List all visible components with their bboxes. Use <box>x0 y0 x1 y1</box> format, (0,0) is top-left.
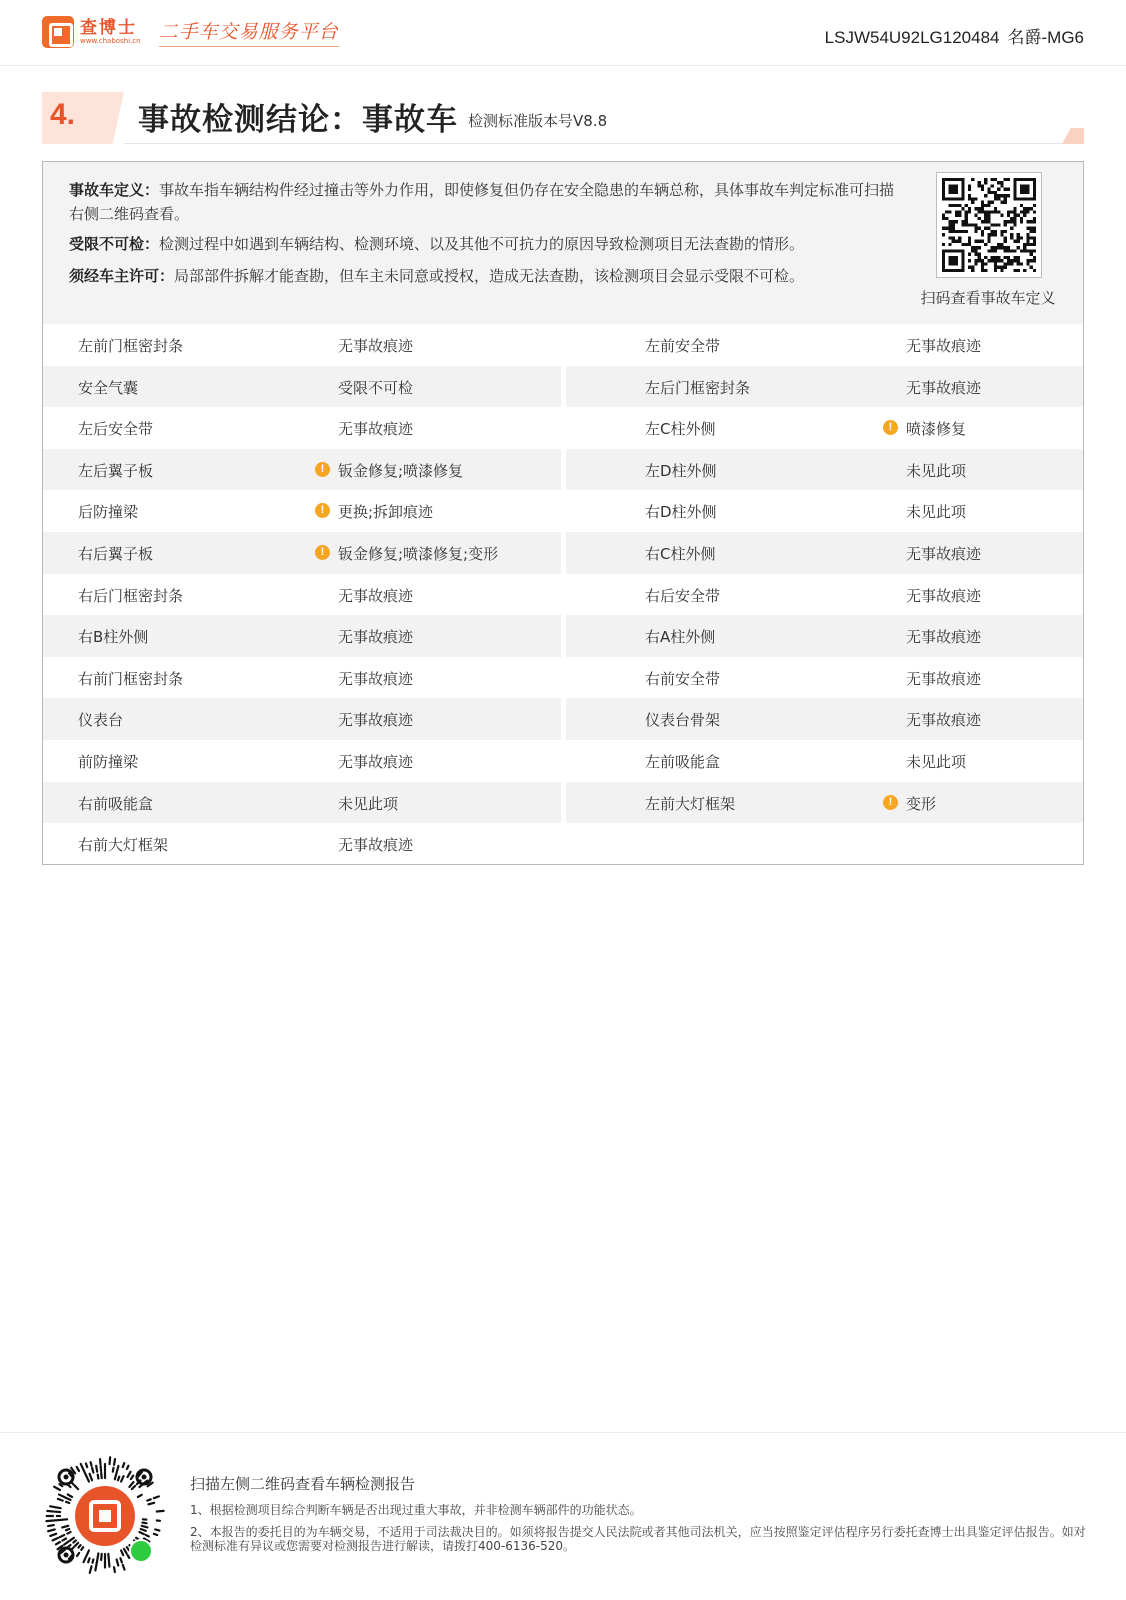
definition-label: 受限不可检： <box>69 235 160 253</box>
logo-slogan: 二手车交易服务平台 <box>159 17 339 47</box>
section-divider <box>124 143 1064 144</box>
item-result: 变形 <box>906 794 937 813</box>
logo-url: www.chaboshi.cn <box>80 36 141 45</box>
inspection-item <box>566 615 1083 657</box>
item-name: 右后门框密封条 <box>78 586 184 605</box>
item-result: 无事故痕迹 <box>338 586 414 605</box>
inspection-item <box>566 490 1083 532</box>
item-result: 无事故痕迹 <box>338 337 414 355</box>
page-footer <box>0 1432 1126 1600</box>
inspection-item <box>43 823 561 865</box>
item-result: 钣金修复;喷漆修复 <box>338 461 464 480</box>
item-name: 后防撞梁 <box>78 503 139 522</box>
exclamation-circle-icon: ! <box>315 545 330 560</box>
item-result: 受限不可检 <box>338 378 414 397</box>
item-name: 右前安全带 <box>645 669 721 688</box>
item-name: 右C柱外侧 <box>645 544 716 563</box>
table-row <box>43 615 1083 657</box>
table-row <box>43 740 1083 782</box>
inspection-item <box>566 324 1083 366</box>
item-name: 左前吸能盒 <box>645 752 721 771</box>
vehicle-id <box>825 23 1084 48</box>
chaboshi-logo-icon <box>42 16 74 48</box>
footer-note-1: 1、根据检测项目综合判断车辆是否出现过重大事故，并非检测车辆部件的功能状态。 <box>190 1503 642 1517</box>
inspection-item <box>566 574 1083 616</box>
item-result: 无事故痕迹 <box>338 628 414 647</box>
item-result: 未见此项 <box>906 503 967 522</box>
item-result: 喷漆修复 <box>906 420 967 439</box>
item-name: 左C柱外侧 <box>645 420 716 439</box>
item-name: 仪表台 <box>78 711 124 730</box>
item-result: 无事故痕迹 <box>338 711 414 730</box>
item-result: 无事故痕迹 <box>906 544 982 563</box>
item-name: 右后翼子板 <box>78 544 154 563</box>
footer-title: 扫描左侧二维码查看车辆检测报告 <box>190 1475 416 1493</box>
definition-label: 事故车定义： <box>69 181 160 199</box>
definition-restricted <box>69 232 909 256</box>
vehicle-model: 名爵-MG6 <box>1007 28 1084 47</box>
report-qr-code-icon[interactable] <box>44 1455 166 1577</box>
item-result: 钣金修复;喷漆修复;变形 <box>338 544 499 563</box>
item-result: 无事故痕迹 <box>906 669 982 688</box>
inspection-item <box>43 615 561 657</box>
table-row <box>43 532 1083 574</box>
standard-version: 检测标准版本号V8.8 <box>468 112 608 130</box>
top-header <box>0 0 1126 66</box>
item-name: 左前大灯框架 <box>645 794 736 813</box>
definition-qr-code[interactable] <box>936 172 1042 278</box>
definitions-block <box>43 162 1083 324</box>
item-name: 左前门框密封条 <box>78 337 184 355</box>
table-row <box>43 823 1083 865</box>
item-name: 右A柱外侧 <box>645 628 716 647</box>
item-result: 无事故痕迹 <box>906 586 982 605</box>
item-name: 左D柱外侧 <box>645 461 717 480</box>
definition-text: 检测过程中如遇到车辆结构、检测环境、以及其他不可抗力的原因导致检测项目无法查勘的情形。 <box>159 235 805 253</box>
item-result: 无事故痕迹 <box>906 711 982 730</box>
item-name: 左后门框密封条 <box>645 378 751 397</box>
logo-text <box>80 19 141 46</box>
section-heading <box>42 90 1084 144</box>
item-name: 右B柱外侧 <box>78 628 149 647</box>
qr-caption: 扫码查看事故车定义 <box>920 289 1056 307</box>
table-row <box>43 574 1083 616</box>
item-result: 更换;拆卸痕迹 <box>338 503 434 522</box>
inspection-item <box>566 740 1083 782</box>
definition-text: 局部部件拆解才能查勘，但车主未同意或授权，造成无法查勘，该检测项目会显示受限不可检。 <box>174 267 805 285</box>
item-result: 无事故痕迹 <box>338 669 414 688</box>
inspection-item <box>43 574 561 616</box>
inspection-item <box>43 407 561 449</box>
inspection-item <box>43 324 561 366</box>
inspection-item <box>566 407 1083 449</box>
item-name: 仪表台骨架 <box>645 711 721 730</box>
item-name: 右D柱外侧 <box>645 503 717 522</box>
vin-number: LSJW54U92LG120484 <box>824 28 1000 47</box>
inspection-item <box>566 657 1083 699</box>
section-corner-accent <box>1062 128 1084 144</box>
brand-logo[interactable] <box>42 16 339 48</box>
inspection-item <box>566 698 1083 740</box>
table-row <box>43 782 1083 824</box>
inspection-item <box>43 782 561 824</box>
definition-owner-permission <box>69 264 909 288</box>
exclamation-circle-icon: ! <box>883 420 898 435</box>
definition-label: 须经车主许可： <box>69 267 175 285</box>
accident-result-panel <box>42 161 1084 865</box>
item-result: 无事故痕迹 <box>906 628 982 647</box>
section-number: 4. <box>50 98 76 131</box>
table-row <box>43 449 1083 491</box>
inspection-item <box>566 366 1083 408</box>
item-name: 右前门框密封条 <box>78 669 184 688</box>
item-result: 无事故痕迹 <box>338 836 414 855</box>
qr-code-icon <box>942 178 1036 272</box>
exclamation-circle-icon: ! <box>883 795 898 810</box>
inspection-item <box>566 449 1083 491</box>
item-result: 无事故痕迹 <box>906 378 982 397</box>
item-name: 左后翼子板 <box>78 461 154 480</box>
table-row <box>43 366 1083 408</box>
definition-accident-car <box>69 178 909 226</box>
item-name: 左后安全带 <box>78 420 154 439</box>
footer-note-2: 2、本报告的委托目的为车辆交易，不适用于司法裁决目的。如须将报告提交人民法院或者其他司法机关，应当按照鉴定评估程序另行委托查博士出具鉴定评估报告。如对检测标准有异议或您需要对检测报告进行解读，请拨打400-6136-520。 <box>190 1525 1086 1553</box>
item-result: 无事故痕迹 <box>338 420 414 439</box>
item-result: 未见此项 <box>338 794 399 813</box>
table-row <box>43 698 1083 740</box>
inspection-item <box>566 782 1083 824</box>
item-result: 未见此项 <box>906 461 967 480</box>
item-name: 前防撞梁 <box>78 752 139 771</box>
inspection-item <box>43 366 561 408</box>
inspection-item <box>566 532 1083 574</box>
table-row <box>43 324 1083 366</box>
table-row <box>43 407 1083 449</box>
item-name: 右后安全带 <box>645 586 721 605</box>
exclamation-circle-icon: ! <box>315 503 330 518</box>
exclamation-circle-icon: ! <box>315 462 330 477</box>
logo-name: 查博士 <box>80 17 137 38</box>
table-row <box>43 657 1083 699</box>
table-row <box>43 490 1083 532</box>
item-name: 右前大灯框架 <box>78 836 169 855</box>
inspection-item <box>43 532 561 574</box>
inspection-item <box>43 657 561 699</box>
item-name: 左前安全带 <box>645 337 721 355</box>
inspection-table <box>43 324 1083 865</box>
section-title: 事故检测结论：事故车 <box>138 102 458 138</box>
item-result: 无事故痕迹 <box>338 752 414 771</box>
item-result: 无事故痕迹 <box>906 337 982 355</box>
inspection-item <box>43 740 561 782</box>
inspection-item <box>43 698 561 740</box>
inspection-item <box>43 490 561 532</box>
item-name: 安全气囊 <box>78 378 139 397</box>
item-result: 未见此项 <box>906 752 967 771</box>
inspection-item <box>43 449 561 491</box>
item-name: 右前吸能盒 <box>78 794 154 813</box>
definition-text: 事故车指车辆结构件经过撞击等外力作用，即使修复但仍存在安全隐患的车辆总称，具体事故车判定标准可扫描右侧二维码查看。 <box>69 181 895 223</box>
